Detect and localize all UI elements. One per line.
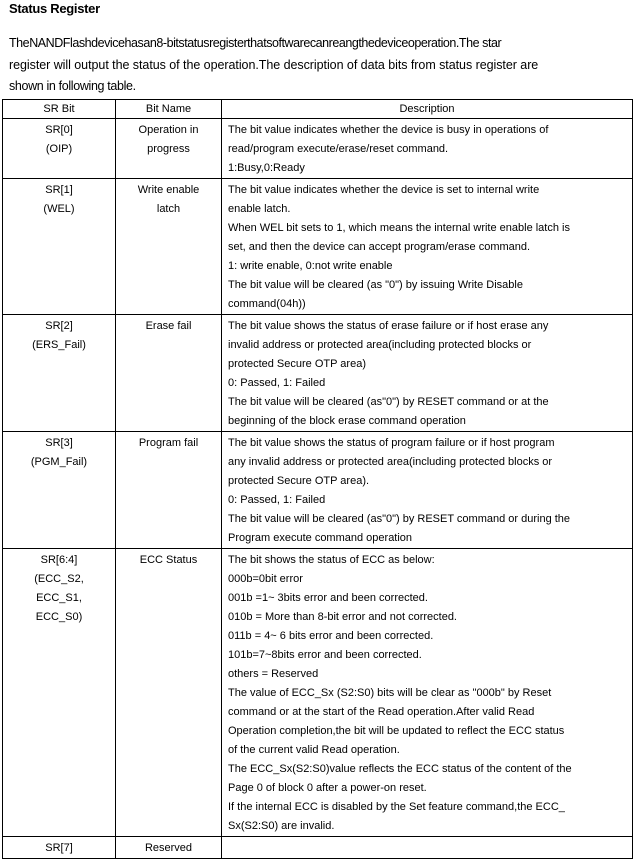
cell-line: The bit value indicates whether the device is busy in operations of: [228, 124, 549, 136]
cell-line: The bit value will be cleared (as"0") by RESET command or during the: [228, 513, 571, 525]
cell-line: Sx(S2:S0) are invalid.: [228, 820, 335, 832]
intro-line: shown in following table.: [9, 79, 136, 93]
cell-line: command or at the start of the Read operation.After valid Read: [228, 706, 535, 718]
cell-line: 001b =1~ 3bits error and been corrected.: [228, 592, 428, 604]
cell-line: of the current valid Read operation.: [228, 744, 400, 756]
cell-line: (WEL): [43, 203, 75, 215]
cell-line: Write enable: [137, 184, 200, 196]
table-row: [3, 549, 633, 837]
bit-name-cell: [116, 432, 222, 549]
cell-line: SR[3]: [45, 437, 73, 449]
intro-line: register will output the status of the operation.The description of data bits from status register are: [9, 57, 539, 72]
cell-line: others = Reserved: [228, 668, 319, 680]
cell-line: SR[6:4]: [40, 554, 78, 566]
sr-bit-cell: [3, 549, 116, 837]
cell-line: (PGM_Fail): [30, 456, 88, 468]
cell-line: 1:Busy,0:Ready: [228, 162, 305, 174]
intro-paragraph: [9, 33, 633, 98]
cell-line: protected Secure OTP area): [228, 358, 366, 370]
cell-line: When WEL bit sets to 1, which means the internal write enable latch is: [228, 222, 570, 234]
cell-line: The bit shows the status of ECC as below:: [228, 554, 435, 566]
cell-line: 011b = 4~ 6 bits error and been corrected.: [228, 630, 434, 642]
sr-bit-cell: [3, 315, 116, 432]
cell-line: Operation completion,the bit will be updated to reflect the ECC status: [228, 725, 565, 737]
cell-line: SR[0]: [45, 124, 73, 136]
cell-line: Reserved: [144, 842, 193, 854]
cell-line: 101b=7~8bits error and been corrected.: [228, 649, 422, 661]
cell-line: The value of ECC_Sx (S2:S0) bits will be clear as "000b" by Reset: [228, 687, 552, 699]
sr-bit-cell: [3, 119, 116, 179]
cell-line: Erase fail: [145, 320, 192, 332]
header-bit-name: Bit Name: [116, 100, 222, 119]
cell-line: set, and then the device can accept program/erase command.: [228, 241, 531, 253]
cell-line: The ECC_Sx(S2:S0)value reflects the ECC status of the content of the: [228, 763, 572, 775]
cell-line: beginning of the block erase command operation: [228, 415, 466, 427]
cell-line: ECC Status: [139, 554, 198, 566]
cell-line: Page 0 of block 0 after a power-on reset.: [228, 782, 427, 794]
table-row: [3, 315, 633, 432]
cell-line: latch: [156, 203, 181, 215]
cell-line: SR[7]: [45, 842, 73, 854]
cell-line: (ECC_S2,: [34, 573, 84, 585]
description-cell: [222, 119, 633, 179]
cell-line: any invalid address or protected area(including protected blocks or: [228, 456, 553, 468]
bit-name-cell: [116, 549, 222, 837]
table-header-row: [3, 100, 633, 119]
cell-line: progress: [147, 143, 190, 155]
cell-line: Program execute command operation: [228, 532, 413, 544]
cell-line: ECC_S0): [35, 611, 83, 623]
cell-line: 010b = More than 8-bit error and not corrected.: [228, 611, 457, 623]
header-description: Description: [222, 100, 633, 119]
cell-line: 1: write enable, 0:not write enable: [228, 260, 393, 272]
bit-name-cell: [116, 315, 222, 432]
header-sr-bit: SR Bit: [3, 100, 116, 119]
table-row: [3, 432, 633, 549]
cell-line: 0: Passed, 1: Failed: [228, 377, 326, 389]
cell-line: command(04h)): [228, 298, 306, 310]
cell-line: SR[2]: [45, 320, 73, 332]
bit-name-cell: [116, 179, 222, 315]
table-row: [3, 179, 633, 315]
description-cell: [222, 432, 633, 549]
cell-line: Operation in: [138, 124, 199, 136]
description-cell: [222, 315, 633, 432]
cell-line: The bit value indicates whether the device is set to internal write: [228, 184, 540, 196]
cell-line: The bit value will be cleared (as "0") by issuing Write Disable: [228, 279, 523, 291]
cell-line: ECC_S1,: [36, 592, 82, 604]
cell-line: enable latch.: [228, 203, 291, 215]
page-title: Status Register: [9, 1, 100, 16]
cell-line: The bit value will be cleared (as"0") by RESET command or at the: [228, 396, 549, 408]
cell-line: 000b=0bit error: [228, 573, 303, 585]
cell-line: If the internal ECC is disabled by the Set feature command,the ECC_: [228, 801, 565, 813]
cell-line: The bit value shows the status of program failure or if host program: [228, 437, 555, 449]
table-row: [3, 119, 633, 179]
cell-line: (OIP): [45, 143, 73, 155]
cell-line: (ERS_Fail): [32, 339, 86, 351]
cell-line: invalid address or protected area(including protected blocks or: [228, 339, 532, 351]
sr-bit-cell: [3, 837, 116, 859]
bit-name-cell: [116, 119, 222, 179]
cell-line: The bit value shows the status of erase failure or if host erase any: [228, 320, 549, 332]
bit-name-cell: [116, 837, 222, 859]
table-row: [3, 837, 633, 859]
description-cell: [222, 179, 633, 315]
cell-line: 0: Passed, 1: Failed: [228, 494, 326, 506]
sr-bit-cell: [3, 179, 116, 315]
intro-line: TheNANDFlashdevicehasan8-bitstatusregisterthatsoftwarecanreangthedeviceoperation.The star: [9, 36, 502, 50]
cell-line: Program fail: [138, 437, 199, 449]
cell-line: protected Secure OTP area).: [228, 475, 370, 487]
description-cell: [222, 837, 633, 859]
cell-line: SR[1]: [45, 184, 73, 196]
sr-bit-cell: [3, 432, 116, 549]
description-cell: [222, 549, 633, 837]
status-register-table: [2, 99, 633, 859]
cell-line: read/program execute/erase/reset command.: [228, 143, 449, 155]
